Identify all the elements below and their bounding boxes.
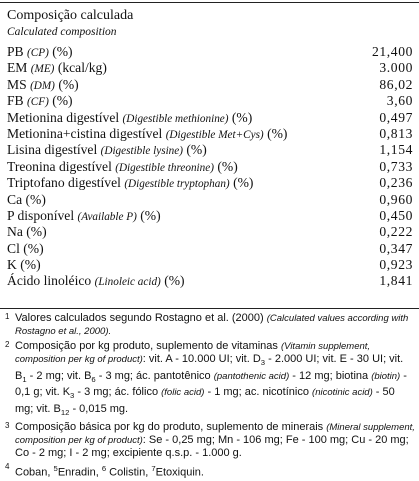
row-value: 21,400: [372, 44, 413, 59]
row-value: 0,733: [379, 158, 413, 174]
table-row: Lisina digestível (Digestible lysine) (%) 1,154: [7, 142, 413, 158]
table-row: Ácido linoléico (Linoleic acid) (%) 1,841: [7, 273, 413, 289]
row-value: 1,154: [379, 142, 413, 158]
table-heading: Composição calculada: [7, 8, 134, 23]
top-rule: [0, 2, 419, 3]
table-body: [0, 44, 419, 290]
footnote-4: 4 Coban, $^5$Enradin, $^6$ Colistin, $^7$Etoxiquin.: [5, 461, 204, 479]
footnotes: [5, 312, 415, 481]
table-row: Cl (%) 0,347: [7, 240, 413, 256]
row-value: 0,347: [379, 240, 413, 256]
row-value: 3.000: [379, 60, 413, 76]
table-row: EM (ME) (kcal/kg) 3.000: [7, 60, 413, 76]
footnote-2: 2 Composição por kg produto, suplemento de vitaminas (Vitamin supplement, composition per kg of product): vit. A - 10.000 UI; vit. $D_3 - 2.000$ UI; vit. E - 30 UI; vit. $B_1 - 2$ mg; vit. $B_6 - 3$ mg; ác. pantotênico (pantothenic acid) - 12 mg; biotina (biotin) - 0,1 g; vit. $K_3 - 3$ mg; ác. fólico (folic acid) - 1 mg; ac. nicotínico (nicotinic acid) - 50 mg; vit. $B_{12} - 0,015$ mg.: [5, 339, 407, 418]
row-value: 0,236: [379, 175, 413, 191]
row-value: 0,497: [379, 109, 413, 125]
table-row: Triptofano digestível (Digestible tryptophan) (%) 0,236: [7, 175, 413, 191]
table-row: Metionina digestível (Digestible methionine) (%) 0,497: [7, 109, 413, 125]
table-row: PB (CP) (%) 21,400: [7, 44, 413, 59]
table-row: P disponível (Available P) (%) 0,450: [7, 207, 413, 223]
bottom-rule: [0, 308, 419, 309]
table-row: Ca (%) 0,960: [7, 191, 413, 207]
row-value: 0,450: [379, 207, 413, 223]
table-row: FB (CF) (%) 3,60: [7, 93, 413, 109]
row-value: 1,841: [379, 273, 413, 289]
table-row: Treonina digestível (Digestible threonine) (%) 0,733: [7, 158, 413, 174]
row-value: 0,960: [379, 191, 413, 207]
table-row: Metionina+cistina digestível (Digestible Met+Cys) (%) 0,813: [7, 125, 413, 141]
footnote-1: 1 Valores calculados segundo Rostagno et al. (2000) (Calculated values according with Rostagno et al., 2000).: [5, 312, 409, 338]
table-subheading: Calculated composition: [7, 26, 117, 38]
row-value: 86,02: [379, 76, 413, 92]
table-row: K (%) 0,923: [7, 257, 413, 273]
footnote-3: 3 Composição básica por kg do produto, suplemento de minerais (Mineral supplement, composition per kg of product): Se - 0,25 mg; Mn - 106 mg; Fe - 100 mg; Cu - 20 mg; Co - 2 mg; I - 2 mg; excipiente q.s.p. - 1.000 g.: [5, 420, 415, 460]
row-value: 0,813: [379, 125, 413, 141]
row-value: 0,222: [379, 224, 413, 240]
table-row: Na (%) 0,222: [7, 224, 413, 240]
row-value: 3,60: [386, 93, 413, 109]
table-row: MS (DM) (%) 86,02: [7, 76, 413, 92]
row-value: 0,923: [379, 257, 413, 273]
